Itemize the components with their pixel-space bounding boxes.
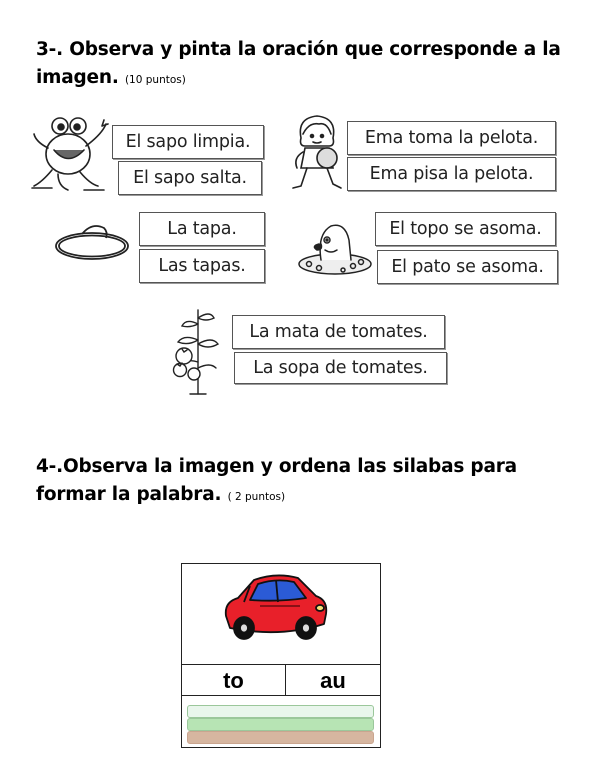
option-mata-tomates[interactable]: La mata de tomates. (232, 315, 445, 349)
option-ema-pisa[interactable]: Ema pisa la pelota. (347, 157, 556, 191)
answer-strip-2[interactable] (187, 718, 374, 731)
section-3-title: 3-. Observa y pinta la oración que corresponde a la imagen. (36, 39, 561, 88)
answer-strip-3[interactable] (187, 731, 374, 744)
syllable-to[interactable]: to (223, 668, 244, 693)
option-topo-asoma[interactable]: El topo se asoma. (375, 212, 556, 246)
syllable-au[interactable]: au (320, 668, 346, 693)
tomato-plant-icon (160, 304, 226, 396)
card-divider-top (182, 664, 380, 665)
option-la-tapa[interactable]: La tapa. (139, 212, 265, 246)
mole-icon (297, 214, 373, 276)
option-las-tapas[interactable]: Las tapas. (139, 249, 265, 283)
pot-lid-icon (52, 218, 134, 264)
red-car-icon (220, 572, 332, 642)
girl-with-ball-icon (289, 112, 347, 192)
section-4-points: ( 2 puntos) (227, 491, 286, 503)
option-ema-toma[interactable]: Ema toma la pelota. (347, 121, 556, 155)
section-3-points: (10 puntos) (124, 74, 186, 86)
section-3-heading (36, 36, 576, 94)
frog-icon (28, 112, 112, 194)
option-pato-asoma[interactable]: El pato se asoma. (377, 250, 558, 284)
answer-strip-1[interactable] (187, 705, 374, 718)
option-sopa-tomates[interactable]: La sopa de tomates. (234, 352, 447, 384)
section-4-heading (36, 453, 576, 511)
option-sapo-salta[interactable]: El sapo salta. (118, 161, 262, 195)
car-syllable-card (181, 563, 381, 748)
option-sapo-limpia[interactable]: El sapo limpia. (112, 125, 264, 159)
section-4-title: 4-.Observa la imagen y ordena las silabas para formar la palabra. (36, 456, 517, 505)
